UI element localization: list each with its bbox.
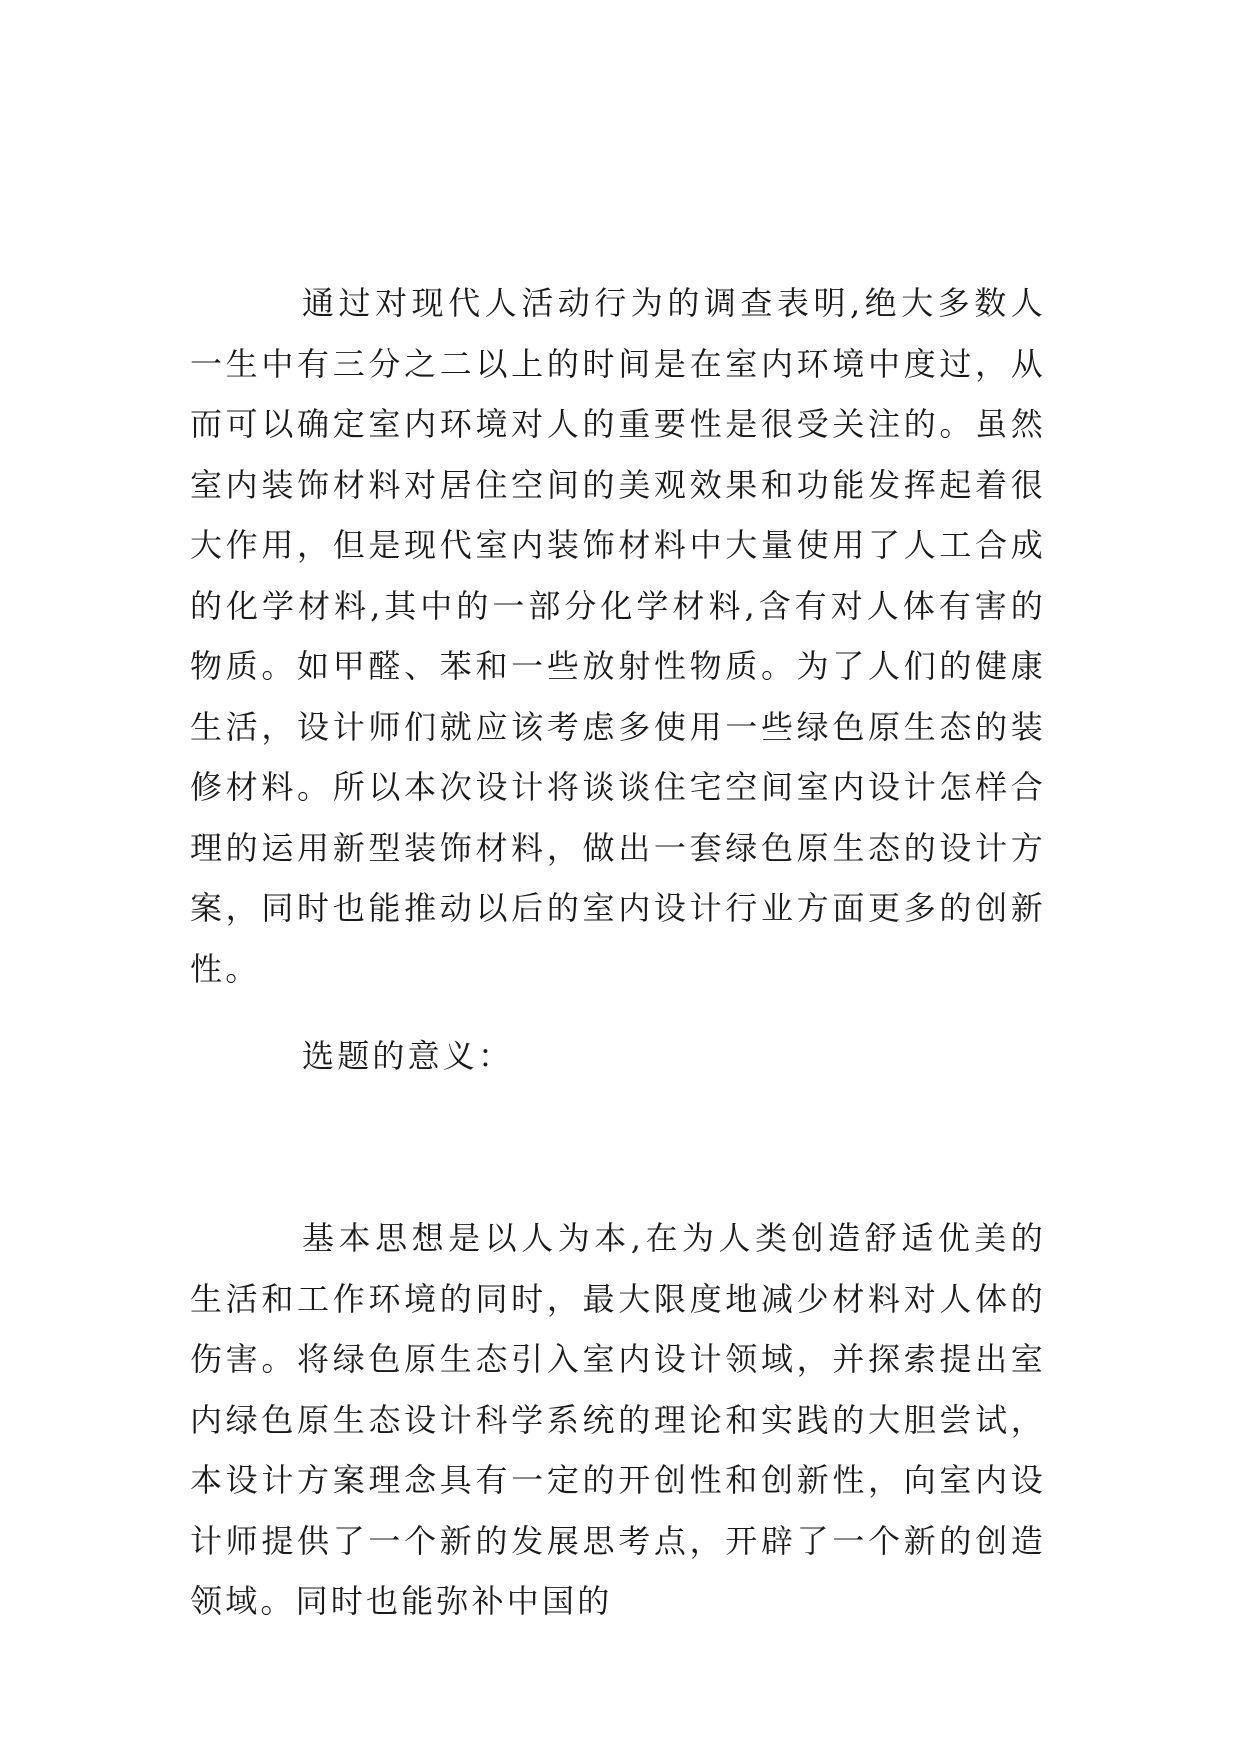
section-heading: 选题的意义：: [302, 1037, 514, 1075]
body-paragraph-1: 通过对现代人活动行为的调查表明,绝大多数人一生中有三分之二以上的时间是在室内环境中度过，从而可以确定室内环境对人的重要性是很受关注的。虽然室内装饰材料对居住空间的美观效果和功能发挥起着很大作用，但是现代室内装饰材料中大量使用了人工合成的化学材料,其中的一部分化学材料,含有对人体有害的物质。如甲醛、苯和一些放射性物质。为了人们的健康生活，设计师们就应该考虑多使用一些绿色原生态的装修材料。所以本次设计将谈谈住宅空间室内设计怎样合理的运用新型装饰材料，做出一套绿色原生态的设计方案，同时也能推动以后的室内设计行业方面更多的创新性。: [190, 284, 1046, 988]
body-paragraph-2: 基本思想是以人为本,在为人类创造舒适优美的生活和工作环境的同时，最大限度地减少材料对人体的伤害。将绿色原生态引入室内设计领域，并探索提出室内绿色原生态设计科学系统的理论和实践的大胆尝试，本设计方案理念具有一定的开创性和创新性，向室内设计师提供了一个新的发展思考点，开辟了一个新的创造领域。同时也能弥补中国的: [190, 1219, 1046, 1620]
